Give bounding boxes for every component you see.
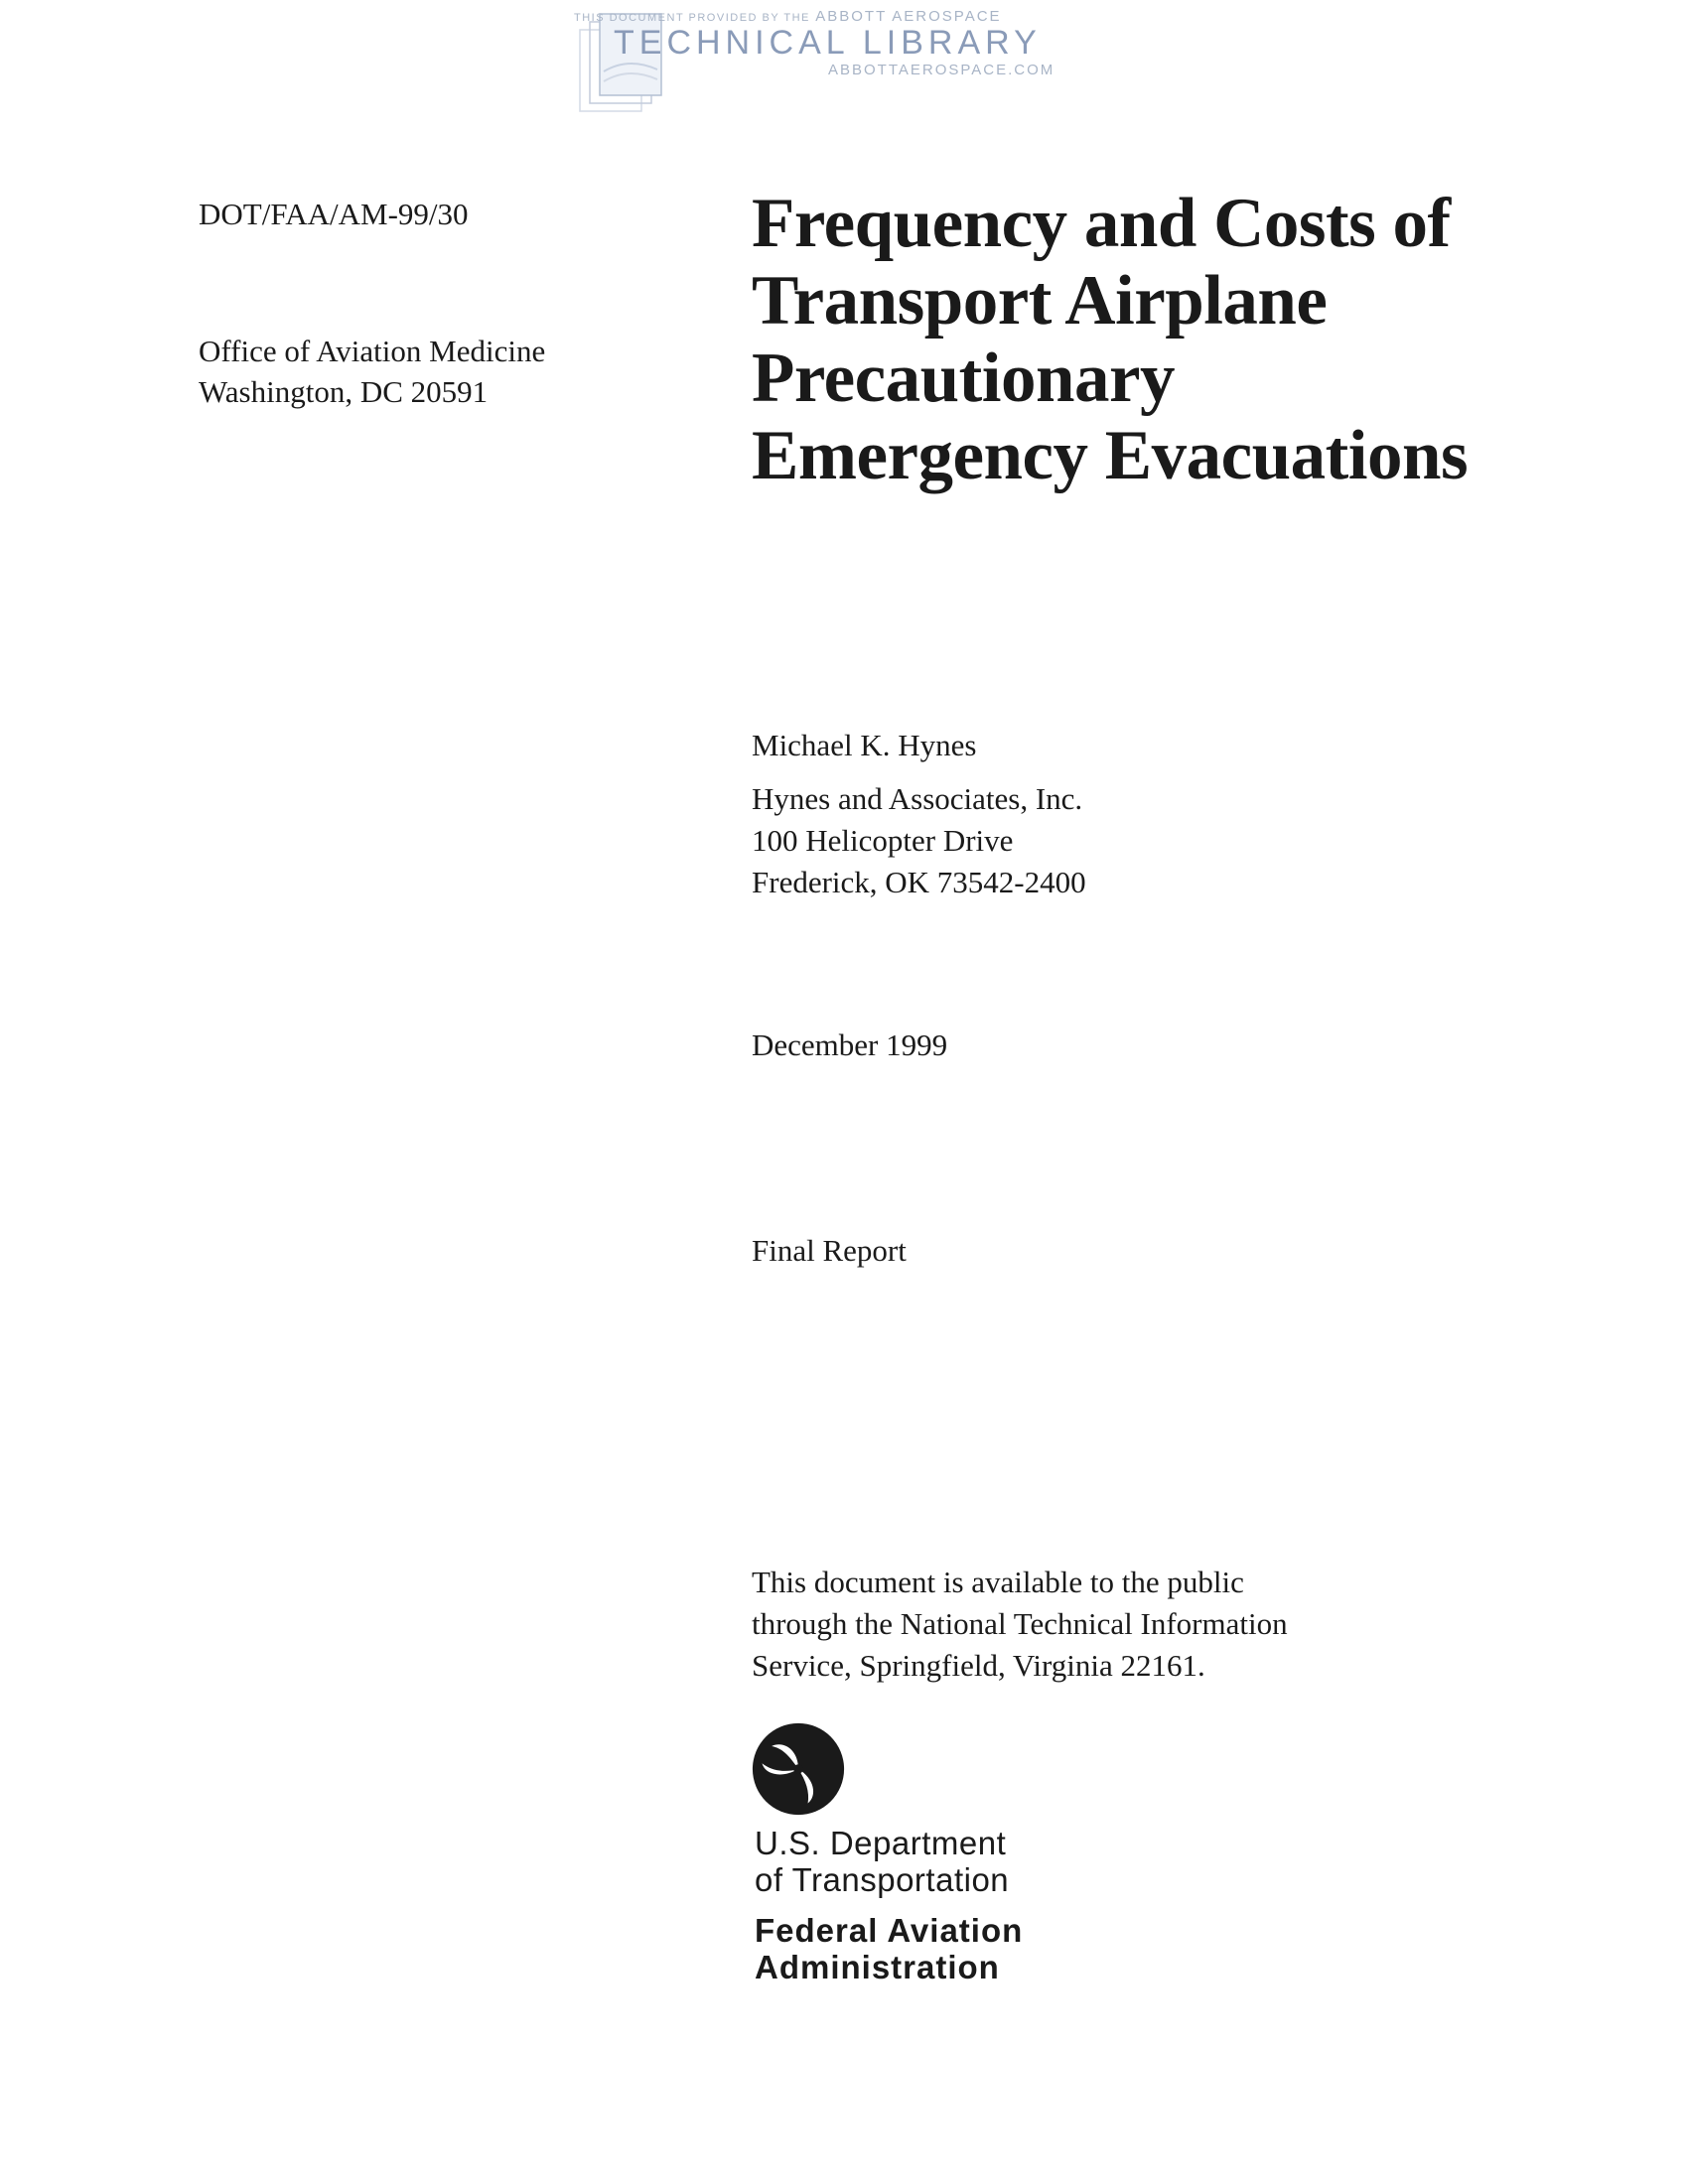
watermark-brand: ABBOTT AEROSPACE [815,8,1002,25]
office-name: Office of Aviation Medicine [199,334,546,368]
title-line-4: Emergency Evacuations [752,417,1469,494]
title-line-3: Precautionary [752,340,1175,417]
availability-line-3: Service, Springfield, Virginia 22161. [752,1648,1205,1683]
author-organization [752,778,1086,903]
administration-line-1: Federal Aviation [755,1912,1024,1949]
report-title [752,185,1468,494]
org-name: Hynes and Associates, Inc. [752,781,1083,816]
report-date: December 1999 [752,1027,948,1062]
availability-line-2: through the National Technical Information [752,1606,1288,1641]
report-type: Final Report [752,1233,907,1268]
administration-name [755,1912,1023,1985]
office-city: Washington, DC 20591 [199,374,489,409]
dot-triskelion-icon [751,1721,846,1817]
title-line-2: Transport Airplane [752,262,1328,340]
report-number: DOT/FAA/AM-99/30 [199,197,469,231]
availability-statement [752,1562,1288,1687]
org-street: 100 Helicopter Drive [752,823,1014,858]
title-line-1: Frequency and Costs of [752,185,1451,262]
watermark-url: ABBOTTAEROSPACE.COM [828,62,1055,78]
watermark-technical-library: TECHNICAL LIBRARY [614,24,1042,62]
administration-line-2: Administration [755,1949,1000,1985]
org-city: Frederick, OK 73542-2400 [752,865,1086,899]
department-line-2: of Transportation [755,1861,1010,1898]
watermark-prefix: THIS DOCUMENT PROVIDED BY THE [574,12,810,24]
office-address [199,331,545,412]
author-name: Michael K. Hynes [752,728,977,762]
department-line-1: U.S. Department [755,1825,1007,1861]
department-name [755,1825,1009,1898]
availability-line-1: This document is available to the public [752,1565,1244,1599]
technical-library-watermark [574,4,1090,113]
watermark-provided-by [574,8,1002,25]
